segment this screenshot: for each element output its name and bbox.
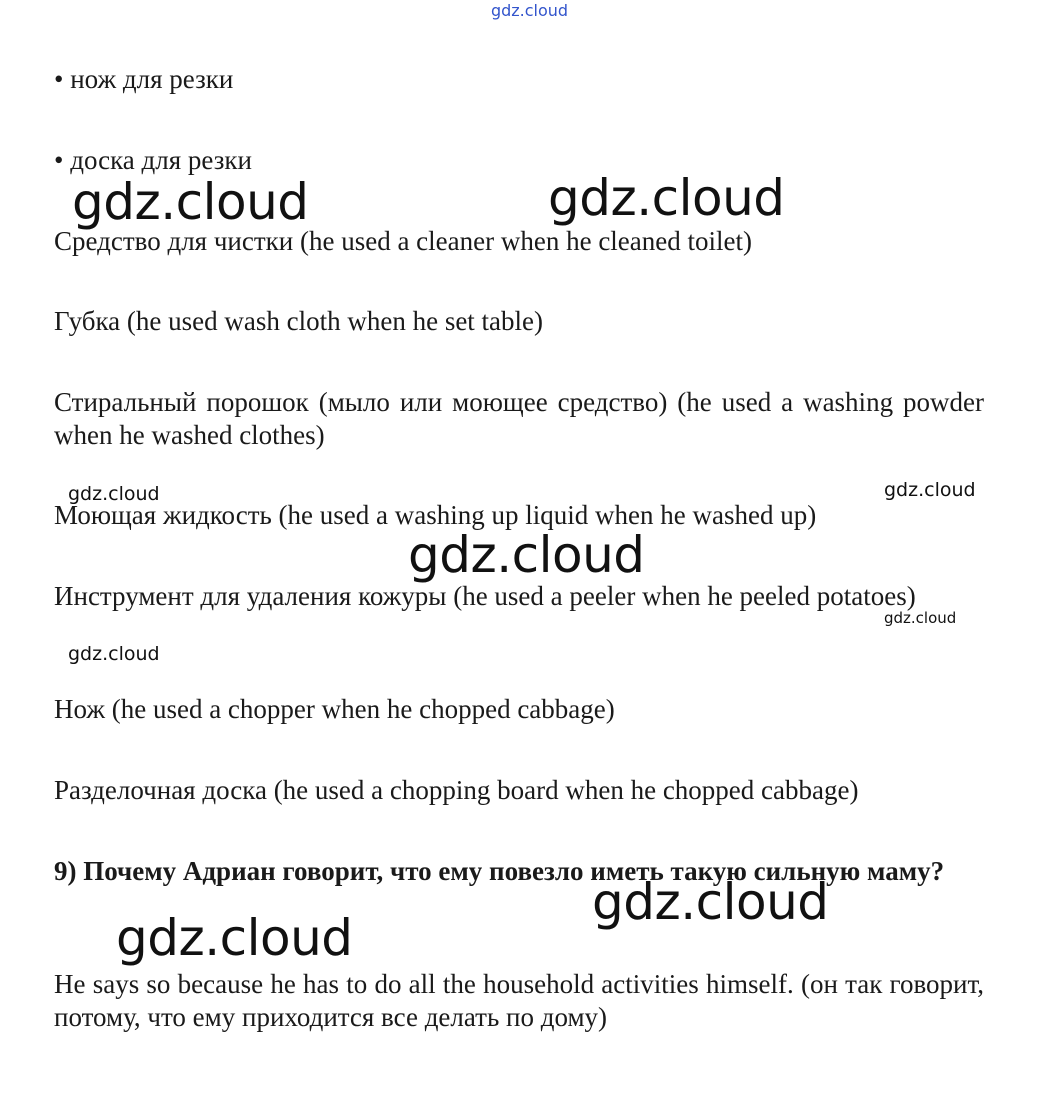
site-link[interactable]: gdz.cloud [490, 1, 569, 20]
watermark: gdz.cloud [548, 169, 785, 227]
watermark: gdz.cloud [884, 609, 957, 627]
watermark: gdz.cloud [116, 909, 353, 967]
list-item: Средство для чистки (he used a cleaner when he cleaned toilet) [54, 226, 752, 256]
bullet-item: • доска для резки [54, 145, 252, 175]
watermark: gdz.cloud [68, 483, 160, 505]
watermark: gdz.cloud [592, 873, 829, 931]
watermark: gdz.cloud [884, 479, 976, 501]
watermark: gdz.cloud [68, 643, 160, 665]
list-item: Моющая жидкость (he used a washing up liquid when he washed up) [54, 500, 817, 530]
list-item: Разделочная доска (he used a chopping board when he chopped cabbage) [54, 775, 859, 805]
list-item: Нож (he used a chopper when he chopped cabbage) [54, 694, 615, 724]
list-item: Губка (he used wash cloth when he set table) [54, 306, 544, 336]
watermark: gdz.cloud [408, 526, 645, 584]
watermark: gdz.cloud [72, 173, 309, 231]
list-item: Стиральный порошок (мыло или моющее средство) (he used a washing powder when he washed clothes) [54, 387, 984, 450]
question-heading: 9) Почему Адриан говорит, что ему повезло иметь такую сильную маму? [54, 856, 945, 886]
list-item: Инструмент для удаления кожуры (he used a peeler when he peeled potatoes) [54, 581, 916, 611]
answer-text: He says so because he has to do all the household activities himself. (он так говорит, потому, что ему приходится все делать по дому) [54, 969, 984, 1032]
bullet-item: • нож для резки [54, 64, 234, 94]
